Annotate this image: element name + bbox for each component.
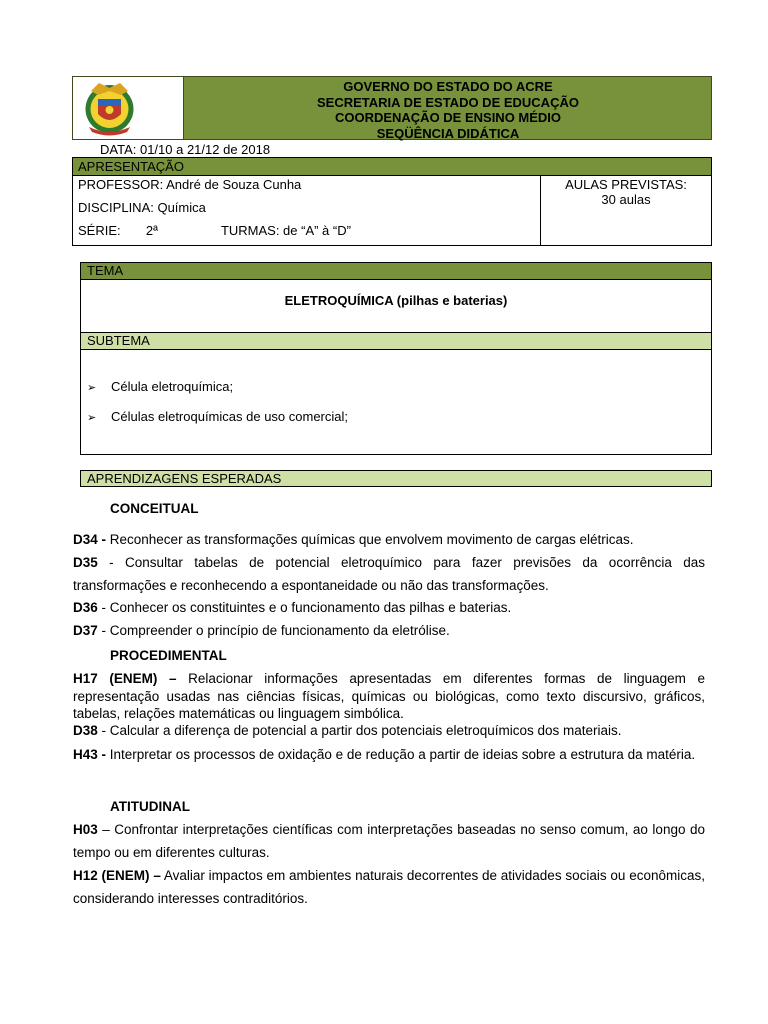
logo-cell [73,77,184,139]
objective-text: - Compreender o princípio de funcionamento da eletrólise. [97,623,450,638]
apresentacao-table [72,157,712,246]
date-line: DATA: 01/10 a 21/12 de 2018 [100,142,271,157]
subtema-header [81,332,711,350]
objective-item [73,722,705,740]
header-text [183,79,713,141]
objective-code: D35 [73,555,98,570]
objective-text: - Conhecer os constituintes e o funcionamento das pilhas e baterias. [97,600,512,615]
serie-label: SÉRIE: [78,223,121,238]
turmas-field: TURMAS: de “A” à “D” [220,223,351,238]
objective-item [73,865,705,910]
objective-code: H17 (ENEM) – [73,671,177,686]
tema-label: TEMA [87,263,124,278]
aulas-previstas [541,177,711,207]
tema-box [80,262,712,455]
subtema-item: ➢ Célula eletroquímica; [87,379,234,394]
header-line-3: COORDENAÇÃO DE ENSINO MÉDIO [334,110,562,125]
objective-text: - Consultar tabelas de potencial eletroquímico para fazer previsões da ocorrência das transformações e reconhecendo a espontaneidade ou não das transformações. [73,555,705,593]
objective-text: Avaliar impactos em ambientes naturais decorrentes de atividades sociais ou econômicas, considerando interesses contraditórios. [73,868,705,906]
aprendizagens-label: APRENDIZAGENS ESPERADAS [87,471,282,486]
objective-code: D38 [73,723,98,738]
header-banner [72,76,712,140]
objective-item [73,620,705,643]
aulas-value: 30 aulas [601,192,651,207]
objective-text: Reconhecer as transformações químicas que envolvem movimento de cargas elétricas. [106,532,634,547]
coat-of-arms-icon [81,79,138,137]
objective-code: D37 [73,623,98,638]
objective-item [73,746,705,764]
arrow-bullet-icon: ➢ [87,412,97,424]
conceitual-heading: CONCEITUAL [110,501,199,516]
objective-item [73,529,705,552]
objective-item [73,552,705,597]
objective-item [73,670,705,723]
objective-code: D34 - [73,532,107,547]
procedimental-heading: PROCEDIMENTAL [110,648,227,663]
header-line-4: SEQÜÊNCIA DIDÁTICA [376,125,520,141]
apresentacao-header [73,158,711,176]
aulas-label: AULAS PREVISTAS: [565,177,687,192]
objective-code: H03 [73,822,98,837]
subtema-label: SUBTEMA [87,333,150,348]
subtema-item: ➢ Células eletroquímicas de uso comercial; [87,409,348,424]
objective-text: – Confrontar interpretações científicas com interpretações baseadas no senso comum, ao longo do tempo ou em diferentes culturas. [73,822,705,860]
tema-title: ELETROQUÍMICA (pilhas e baterias) [284,293,508,308]
serie-value: 2ª [145,223,158,238]
objective-code: H43 - [73,747,107,762]
professor-field: PROFESSOR: André de Souza Cunha [78,177,302,192]
arrow-bullet-icon: ➢ [87,382,97,394]
objective-text: - Calcular a diferença de potencial a partir dos potenciais eletroquímicos dos materiais. [97,723,622,738]
objective-text: Interpretar os processos de oxidação e de redução a partir de ideias sobre a estrutura da matéria. [106,747,696,762]
objective-code: H12 (ENEM) – [73,868,161,883]
objective-item [73,597,705,620]
objective-text: Relacionar informações apresentadas em diferentes formas de linguagem e representação usadas nas ciências físicas, químicas ou biológicas, como texto discursivo, gráficos, tabelas, relações matemáticas ou linguagem simbólica. [73,671,705,721]
aprendizagens-header [80,470,712,487]
serie-turmas-row [78,223,351,238]
header-line-2: SECRETARIA DE ESTADO DE EDUCAÇÃO [317,94,579,110]
objective-code: D36 [73,600,98,615]
objective-item [73,819,705,864]
disciplina-field: DISCIPLINA: Química [78,200,206,215]
apresentacao-title: APRESENTAÇÃO [78,159,184,174]
atitudinal-heading: ATITUDINAL [110,799,190,814]
tema-header [81,263,711,280]
header-line-1: GOVERNO DO ESTADO DO ACRE [343,79,553,94]
